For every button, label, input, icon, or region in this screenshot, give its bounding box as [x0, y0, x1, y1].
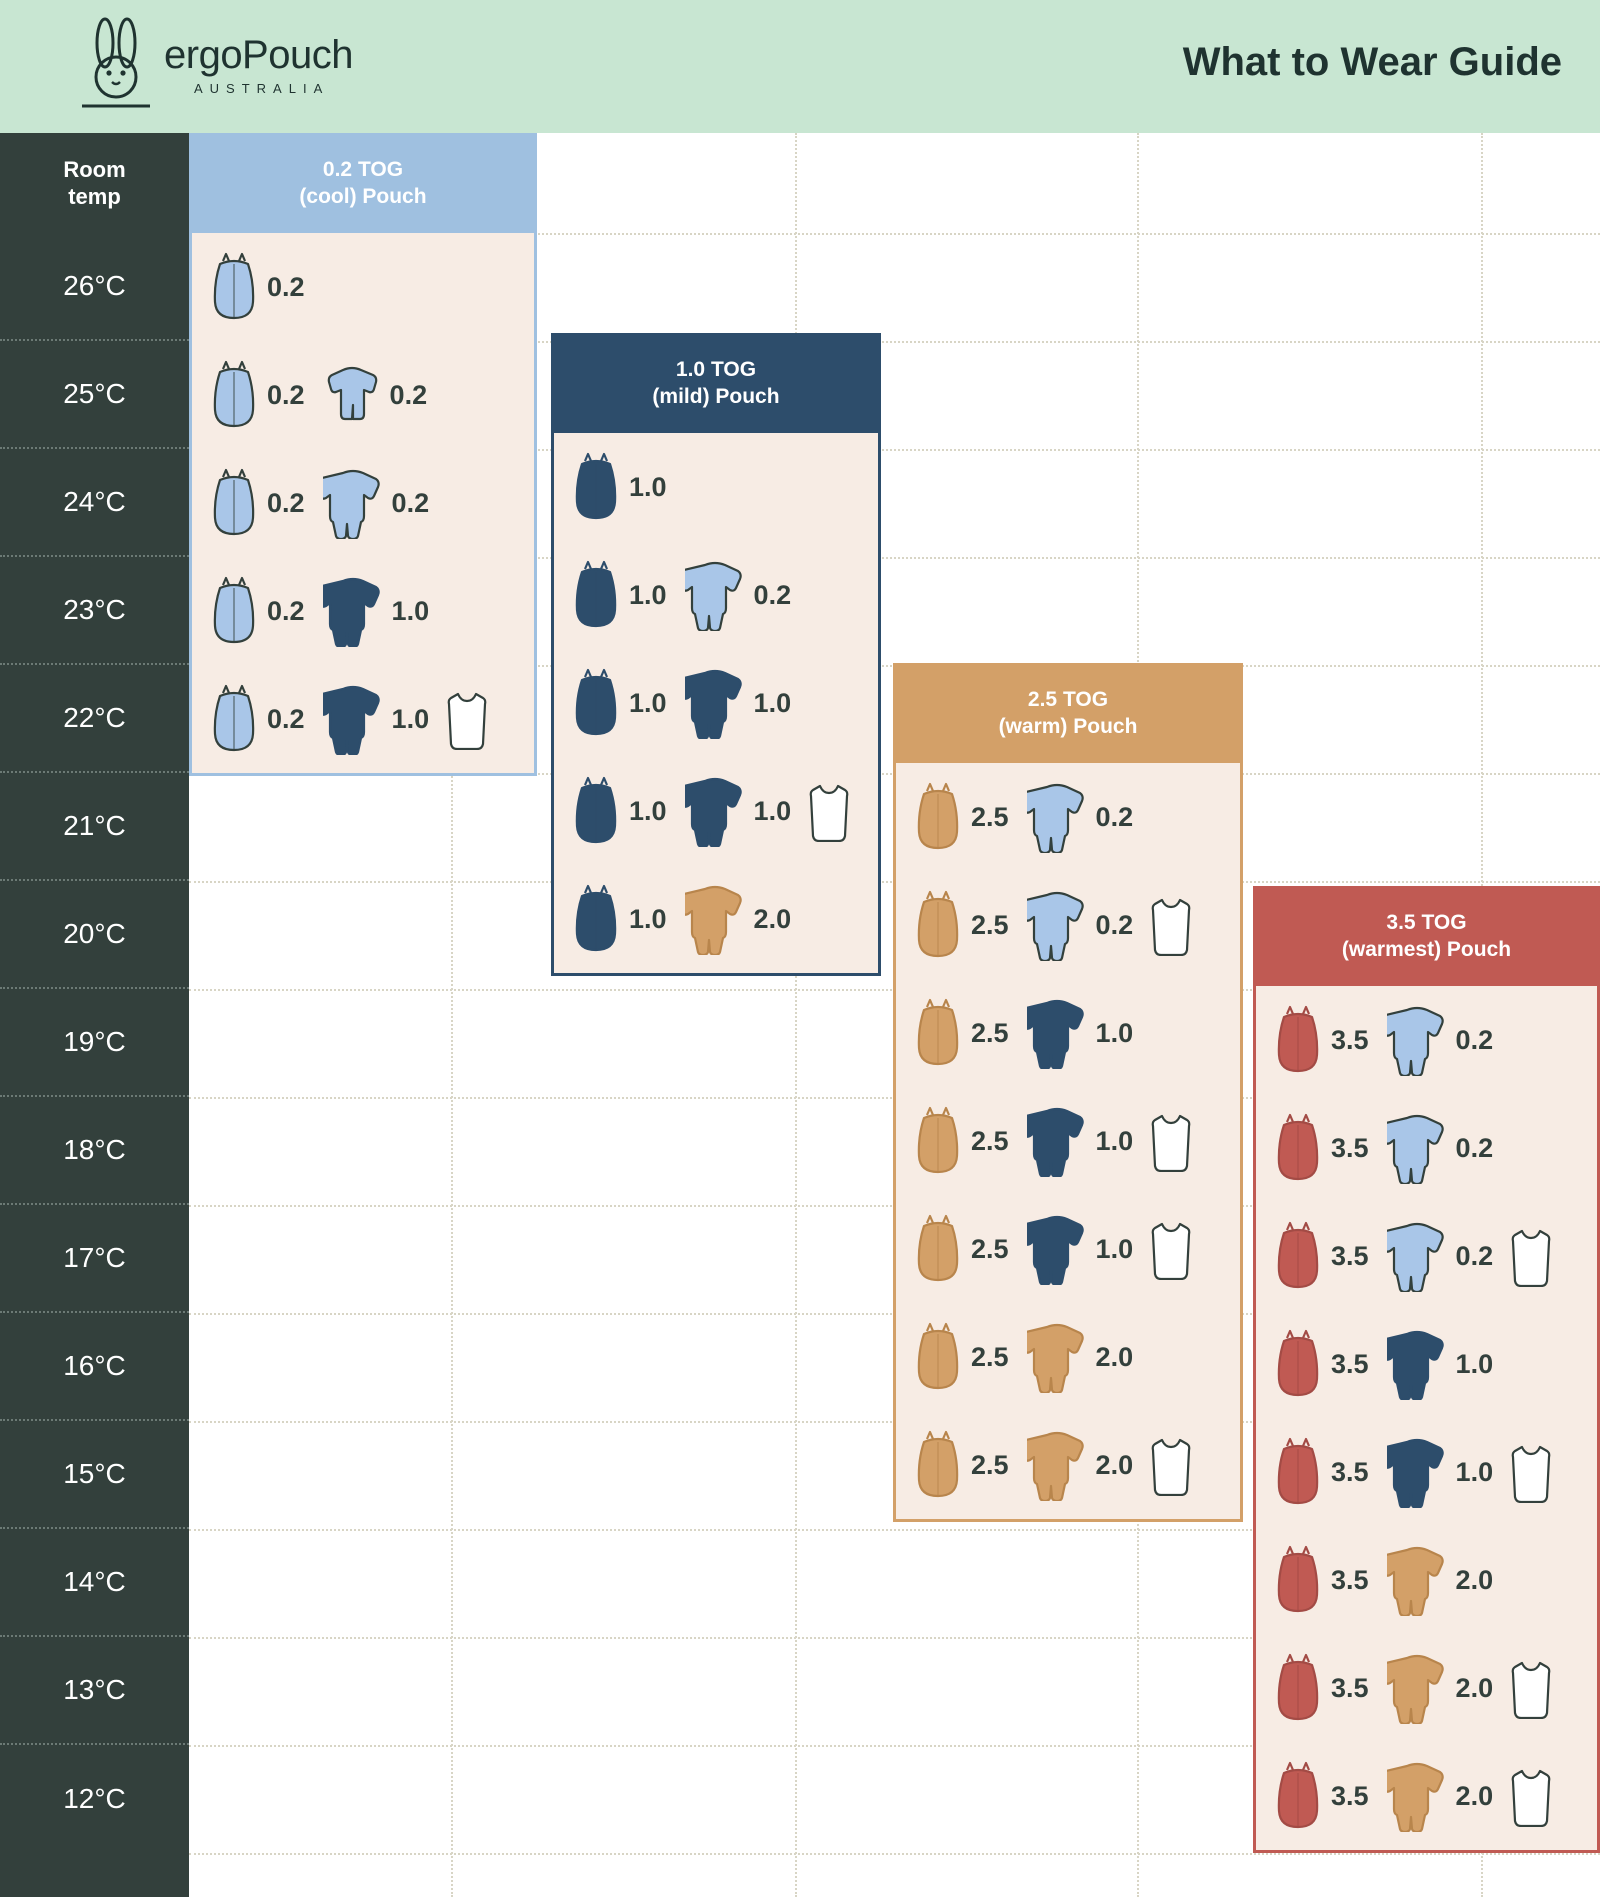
tog-column-header	[893, 663, 1243, 763]
guide-grid	[0, 133, 1600, 1897]
sleeping-bag-light-blue-icon	[210, 466, 258, 540]
garment-item	[914, 780, 1009, 854]
tog-value-label: 1.0	[629, 579, 667, 610]
garment-item	[914, 1212, 1009, 1286]
tog-value-label: 0.2	[753, 579, 792, 610]
tog-value-label: 0.2	[389, 379, 428, 410]
singlet-white-icon	[447, 688, 487, 750]
garment-item	[210, 358, 305, 432]
singlet-white-icon	[1511, 1225, 1551, 1287]
tog-value-label: 3.5	[1331, 1024, 1369, 1055]
garment-item	[1387, 1652, 1494, 1724]
sleeping-bag-navy-icon	[572, 666, 620, 740]
sleeping-bag-tan-icon	[914, 780, 962, 854]
garment-item	[914, 996, 1009, 1070]
tog-title-line2: (warm) Pouch	[998, 715, 1138, 738]
temperature-cell: 16°C	[0, 1313, 189, 1421]
garment-item	[1387, 1544, 1494, 1616]
long-sleeve-onesie-light-blue-icon	[685, 559, 745, 631]
tog-value-label: 1.0	[753, 687, 792, 718]
garment-item	[914, 1320, 1009, 1394]
tog-value-label: 0.2	[1455, 1132, 1494, 1163]
long-sleeve-onesie-navy-icon	[1027, 1105, 1087, 1177]
tog-value-label: 0.2	[267, 379, 305, 410]
garment-item	[914, 1104, 1009, 1178]
tog-value-label: 2.5	[971, 909, 1009, 940]
singlet-white-icon	[1511, 1657, 1551, 1719]
long-sleeve-onesie-light-blue-icon	[1387, 1220, 1447, 1292]
tog-row[interactable]	[1256, 1742, 1597, 1850]
garment-item	[809, 780, 849, 842]
garment-item	[1274, 1111, 1369, 1185]
tog-value-label: 0.2	[391, 487, 430, 518]
tog-value-label: 0.2	[267, 271, 305, 302]
garment-item	[1274, 1651, 1369, 1725]
garment-item	[1027, 1321, 1134, 1393]
garment-item	[1274, 1219, 1369, 1293]
garment-item	[685, 883, 792, 955]
tog-value-label: 0.2	[1455, 1240, 1494, 1271]
sleeping-bag-red-icon	[1274, 1651, 1322, 1725]
long-sleeve-onesie-navy-icon	[685, 775, 745, 847]
tog-row[interactable]	[1256, 1526, 1597, 1634]
tog-value-label: 2.0	[753, 903, 792, 934]
tog-value-label: 0.2	[267, 595, 305, 626]
sleeping-bag-tan-icon	[914, 1212, 962, 1286]
tog-column[interactable]	[551, 333, 881, 976]
sleeping-bag-red-icon	[1274, 1003, 1322, 1077]
sleeping-bag-navy-icon	[572, 882, 620, 956]
tog-value-label: 2.0	[1455, 1780, 1494, 1811]
garment-item	[685, 667, 792, 739]
tog-title-line1: 0.2 TOG	[322, 157, 404, 181]
grid-line-horizontal	[189, 1853, 1600, 1855]
long-sleeve-onesie-light-blue-icon	[1027, 781, 1087, 853]
tog-value-label: 2.5	[971, 1125, 1009, 1156]
temperature-cell: 17°C	[0, 1205, 189, 1313]
garment-item	[1274, 1003, 1369, 1077]
garment-item	[572, 882, 667, 956]
tog-column-header	[189, 133, 537, 233]
tog-row[interactable]	[1256, 1418, 1597, 1526]
tog-value-label: 1.0	[1095, 1125, 1134, 1156]
garment-item	[210, 574, 305, 648]
long-sleeve-onesie-tan-icon	[1027, 1321, 1087, 1393]
tog-row[interactable]	[896, 1303, 1240, 1411]
tog-value-label: 1.0	[1455, 1456, 1494, 1487]
sleeping-bag-light-blue-icon	[210, 682, 258, 756]
garment-item	[1511, 1441, 1551, 1503]
garment-item	[447, 688, 487, 750]
sleeping-bag-red-icon	[1274, 1327, 1322, 1401]
tog-row[interactable]	[192, 449, 534, 557]
garment-item	[210, 466, 305, 540]
tog-column[interactable]	[893, 663, 1243, 1522]
tog-value-label: 2.5	[971, 1341, 1009, 1372]
sleeping-bag-tan-icon	[914, 1428, 962, 1502]
garment-item	[1387, 1004, 1494, 1076]
garment-item	[1511, 1765, 1551, 1827]
garment-item	[1274, 1327, 1369, 1401]
tog-value-label: 0.2	[1095, 801, 1134, 832]
brand-subtitle: AUSTRALIA	[194, 80, 330, 96]
garment-item	[572, 774, 667, 848]
tog-column-body	[189, 233, 537, 776]
long-sleeve-onesie-navy-icon	[1387, 1328, 1447, 1400]
tog-value-label: 2.5	[971, 1233, 1009, 1264]
sleeping-bag-red-icon	[1274, 1111, 1322, 1185]
long-sleeve-onesie-light-blue-icon	[1027, 889, 1087, 961]
tog-row[interactable]	[1256, 986, 1597, 1094]
tog-row[interactable]	[554, 433, 878, 541]
tog-value-label: 1.0	[1095, 1233, 1134, 1264]
tog-column-body	[893, 763, 1243, 1522]
singlet-white-icon	[1151, 1434, 1191, 1496]
tog-row[interactable]	[1256, 1310, 1597, 1418]
tog-value-label: 0.2	[1455, 1024, 1494, 1055]
sleeping-bag-tan-icon	[914, 996, 962, 1070]
tog-value-label: 1.0	[629, 795, 667, 826]
long-sleeve-onesie-navy-icon	[323, 575, 383, 647]
garment-item	[1387, 1760, 1494, 1832]
bunny-logo-icon	[78, 16, 154, 114]
singlet-white-icon	[1511, 1441, 1551, 1503]
garment-item	[1027, 889, 1134, 961]
garment-item	[323, 467, 430, 539]
tog-column-header	[551, 333, 881, 433]
tog-row[interactable]	[896, 1411, 1240, 1519]
page-title: What to Wear Guide	[1182, 40, 1562, 84]
tog-value-label: 3.5	[1331, 1132, 1369, 1163]
tog-row[interactable]	[554, 865, 878, 973]
garment-item	[1274, 1759, 1369, 1833]
tog-value-label: 3.5	[1331, 1564, 1369, 1595]
garment-item	[1151, 1110, 1191, 1172]
garment-item	[1511, 1657, 1551, 1719]
tog-value-label: 2.0	[1095, 1449, 1134, 1480]
temperature-cell: 21°C	[0, 773, 189, 881]
tog-value-label: 1.0	[629, 687, 667, 718]
tog-title-line2: (mild) Pouch	[652, 385, 780, 408]
garment-item	[572, 558, 667, 632]
tog-row[interactable]	[554, 649, 878, 757]
sleeping-bag-light-blue-icon	[210, 358, 258, 432]
tog-value-label: 1.0	[629, 471, 667, 502]
garment-item	[1027, 1213, 1134, 1285]
tog-row[interactable]	[896, 763, 1240, 871]
tog-value-label: 0.2	[1095, 909, 1134, 940]
tog-value-label: 0.2	[267, 703, 305, 734]
tog-row[interactable]	[554, 541, 878, 649]
tog-row[interactable]	[1256, 1634, 1597, 1742]
singlet-white-icon	[1511, 1765, 1551, 1827]
tog-value-label: 3.5	[1331, 1456, 1369, 1487]
tog-value-label: 2.0	[1455, 1672, 1494, 1703]
tog-value-label: 1.0	[1455, 1348, 1494, 1379]
tog-row[interactable]	[1256, 1094, 1597, 1202]
temperature-column	[0, 133, 189, 1897]
tog-value-label: 1.0	[629, 903, 667, 934]
long-sleeve-onesie-tan-icon	[1027, 1429, 1087, 1501]
temperature-cell: 26°C	[0, 233, 189, 341]
tog-value-label: 2.5	[971, 1017, 1009, 1048]
temperature-cell: 25°C	[0, 341, 189, 449]
tog-title-line2: (cool) Pouch	[299, 185, 427, 208]
long-sleeve-onesie-tan-icon	[1387, 1760, 1447, 1832]
tog-value-label: 0.2	[267, 487, 305, 518]
long-sleeve-onesie-tan-icon	[1387, 1652, 1447, 1724]
temperature-cell: 15°C	[0, 1421, 189, 1529]
temperature-cell: 13°C	[0, 1637, 189, 1745]
tog-value-label: 2.5	[971, 1449, 1009, 1480]
garment-item	[1027, 1105, 1134, 1177]
tog-value-label: 2.0	[1455, 1564, 1494, 1595]
tog-row[interactable]	[554, 757, 878, 865]
temp-header-line1: Room	[63, 156, 126, 182]
singlet-white-icon	[1151, 894, 1191, 956]
long-sleeve-onesie-navy-icon	[685, 667, 745, 739]
garment-item	[1151, 894, 1191, 956]
temp-header-line2: temp	[68, 184, 121, 209]
sleeping-bag-navy-icon	[572, 450, 620, 524]
temperature-column-header	[0, 133, 189, 233]
sleeping-bag-red-icon	[1274, 1435, 1322, 1509]
temperature-cell: 22°C	[0, 665, 189, 773]
garment-item	[210, 682, 305, 756]
tog-value-label: 3.5	[1331, 1780, 1369, 1811]
garment-item	[914, 1428, 1009, 1502]
tog-column[interactable]	[189, 133, 537, 776]
temperature-cell: 12°C	[63, 1783, 126, 1814]
tog-value-label: 1.0	[753, 795, 792, 826]
long-sleeve-onesie-navy-icon	[1387, 1436, 1447, 1508]
garment-item	[1511, 1225, 1551, 1287]
singlet-white-icon	[1151, 1218, 1191, 1280]
garment-item	[1027, 1429, 1134, 1501]
tog-value-label: 3.5	[1331, 1672, 1369, 1703]
sleeping-bag-red-icon	[1274, 1219, 1322, 1293]
sleeping-bag-navy-icon	[572, 558, 620, 632]
tog-title-line2: (warmest) Pouch	[1341, 938, 1512, 961]
tog-value-label: 1.0	[391, 703, 430, 734]
sleeping-bag-light-blue-icon	[210, 250, 258, 324]
long-sleeve-onesie-navy-icon	[1027, 997, 1087, 1069]
garment-item	[323, 364, 428, 426]
sleeping-bag-red-icon	[1274, 1759, 1322, 1833]
garment-item	[1387, 1220, 1494, 1292]
singlet-white-icon	[1151, 1110, 1191, 1172]
page-header	[0, 0, 1600, 133]
sleeping-bag-tan-icon	[914, 1104, 962, 1178]
temperature-cell: 20°C	[0, 881, 189, 989]
singlet-white-icon	[809, 780, 849, 842]
garment-item	[1274, 1543, 1369, 1617]
tog-row[interactable]	[896, 1087, 1240, 1195]
tog-value-label: 3.5	[1331, 1240, 1369, 1271]
tog-column[interactable]	[1253, 886, 1600, 1853]
temperature-cell: 24°C	[0, 449, 189, 557]
long-sleeve-onesie-tan-icon	[1387, 1544, 1447, 1616]
garment-item	[1151, 1434, 1191, 1496]
garment-item	[1027, 997, 1134, 1069]
garment-item	[572, 450, 667, 524]
tog-row[interactable]	[192, 233, 534, 341]
tog-title-line1: 2.5 TOG	[1027, 687, 1109, 711]
sleeping-bag-light-blue-icon	[210, 574, 258, 648]
brand-name: ergoPouch	[164, 32, 353, 77]
long-sleeve-onesie-light-blue-icon	[1387, 1112, 1447, 1184]
brand-logo	[78, 16, 353, 114]
tog-title-line1: 3.5 TOG	[1386, 910, 1467, 934]
long-sleeve-onesie-navy-icon	[1027, 1213, 1087, 1285]
long-sleeve-onesie-tan-icon	[685, 883, 745, 955]
tog-column-body	[1253, 986, 1600, 1853]
tog-column-body	[551, 433, 881, 976]
garment-item	[1151, 1218, 1191, 1280]
tog-column-header	[1253, 886, 1600, 986]
long-sleeve-onesie-light-blue-icon	[323, 467, 383, 539]
tog-value-label: 1.0	[1095, 1017, 1134, 1048]
short-sleeve-romper-light-blue-icon	[323, 364, 381, 426]
tog-value-label: 1.0	[391, 595, 430, 626]
sleeping-bag-red-icon	[1274, 1543, 1322, 1617]
garment-item	[210, 250, 305, 324]
tog-row[interactable]	[192, 557, 534, 665]
tog-row[interactable]	[192, 665, 534, 773]
tog-row[interactable]	[896, 979, 1240, 1087]
tog-title-line1: 1.0 TOG	[675, 357, 757, 381]
temperature-cell: 23°C	[0, 557, 189, 665]
tog-row[interactable]	[896, 871, 1240, 979]
tog-row[interactable]	[1256, 1202, 1597, 1310]
garment-item	[685, 559, 792, 631]
garment-item	[685, 775, 792, 847]
garment-item	[1027, 781, 1134, 853]
garment-item	[914, 888, 1009, 962]
garment-item	[323, 575, 430, 647]
temperature-cell: 18°C	[0, 1097, 189, 1205]
tog-row[interactable]	[896, 1195, 1240, 1303]
sleeping-bag-navy-icon	[572, 774, 620, 848]
tog-value-label: 2.5	[971, 801, 1009, 832]
tog-value-label: 3.5	[1331, 1348, 1369, 1379]
temperature-cell: 14°C	[0, 1529, 189, 1637]
sleeping-bag-tan-icon	[914, 888, 962, 962]
garment-item	[1274, 1435, 1369, 1509]
tog-row[interactable]	[192, 341, 534, 449]
garment-item	[1387, 1112, 1494, 1184]
garment-item	[1387, 1328, 1494, 1400]
garment-item	[572, 666, 667, 740]
tog-value-label: 2.0	[1095, 1341, 1134, 1372]
long-sleeve-onesie-light-blue-icon	[1387, 1004, 1447, 1076]
garment-item	[1387, 1436, 1494, 1508]
long-sleeve-onesie-navy-icon	[323, 683, 383, 755]
garment-item	[323, 683, 430, 755]
temperature-cell: 19°C	[0, 989, 189, 1097]
sleeping-bag-tan-icon	[914, 1320, 962, 1394]
